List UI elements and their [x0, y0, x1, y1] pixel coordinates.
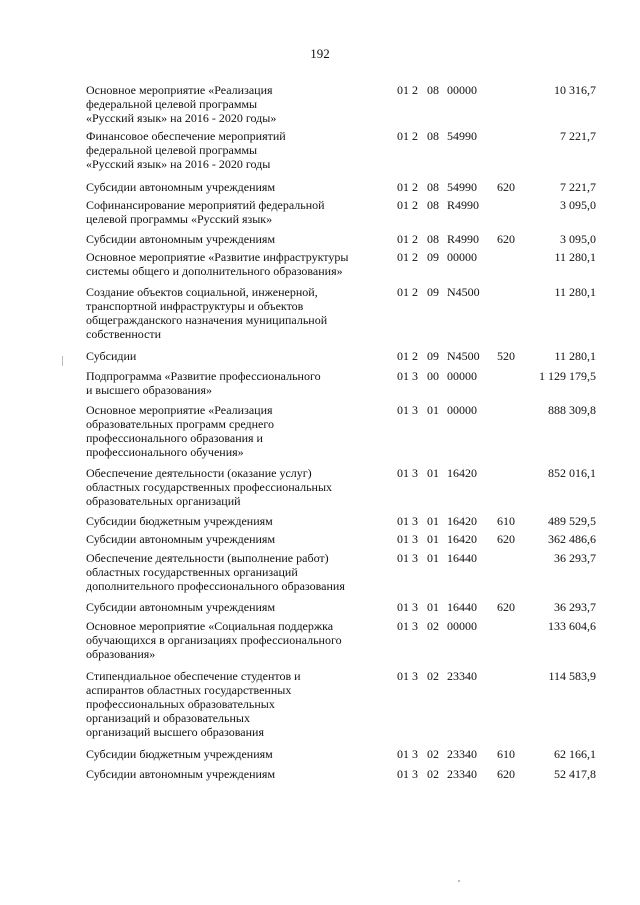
subprogram-code: 2: [412, 180, 418, 194]
program-code: 01: [397, 232, 409, 246]
description-line: Основное мероприятие «Развитие инфраструктуры: [86, 250, 349, 264]
subprogram-code: 3: [412, 466, 418, 480]
description-line: и высшего образования»: [86, 383, 212, 397]
description-line: образования»: [86, 647, 156, 661]
description-line: Субсидии автономным учреждениям: [86, 767, 276, 781]
description-line: Субсидии автономным учреждениям: [86, 232, 276, 246]
program-code: 01: [397, 403, 409, 417]
description-line: федеральной целевой программы: [86, 143, 258, 157]
program-code: 01: [397, 514, 409, 528]
description-line: федеральной целевой программы: [86, 97, 258, 111]
description-line: Субсидии бюджетным учреждениям: [86, 514, 273, 528]
subprogram-code: 3: [412, 532, 418, 546]
direction-code: 23340: [447, 747, 477, 761]
direction-code: 23340: [447, 767, 477, 781]
description-line: обучающихся в организациях профессионального: [86, 633, 342, 647]
amount-value: 133 604,6: [548, 619, 596, 633]
amount-value: 36 293,7: [554, 551, 596, 565]
subprogram-code: 2: [412, 285, 418, 299]
program-code: 01: [397, 767, 409, 781]
subprogram-code: 3: [412, 514, 418, 528]
measure-code: 01: [427, 403, 439, 417]
description-line: Подпрограмма «Развитие профессионального: [86, 369, 321, 383]
description-line: Обеспечение деятельности (оказание услуг): [86, 466, 312, 480]
amount-value: 888 309,8: [548, 403, 596, 417]
description-line: Софинансирование мероприятий федеральной: [86, 198, 325, 212]
row-description: [86, 232, 386, 246]
subprogram-code: 3: [412, 747, 418, 761]
subprogram-code: 2: [412, 250, 418, 264]
measure-code: 08: [427, 83, 439, 97]
program-code: 01: [397, 532, 409, 546]
measure-code: 08: [427, 232, 439, 246]
row-description: [86, 129, 386, 171]
subprogram-code: 3: [412, 403, 418, 417]
subprogram-code: 2: [412, 232, 418, 246]
direction-code: 00000: [447, 369, 477, 383]
row-description: [86, 250, 386, 278]
measure-code: 01: [427, 466, 439, 480]
expense-type-code: 620: [497, 532, 515, 546]
direction-code: 00000: [447, 619, 477, 633]
description-line: организаций высшего образования: [86, 725, 264, 739]
expense-type-code: 520: [497, 349, 515, 363]
row-description: [86, 619, 386, 661]
measure-code: 01: [427, 514, 439, 528]
subprogram-code: 3: [412, 619, 418, 633]
description-line: областных государственных профессиональных: [86, 480, 333, 494]
direction-code: 54990: [447, 129, 477, 143]
subprogram-code: 2: [412, 198, 418, 212]
measure-code: 08: [427, 198, 439, 212]
measure-code: 09: [427, 250, 439, 264]
row-description: [86, 600, 386, 614]
description-line: организаций и образовательных: [86, 711, 250, 725]
description-line: дополнительного профессионального образования: [86, 579, 345, 593]
subprogram-code: 3: [412, 600, 418, 614]
description-line: образовательных программ среднего: [86, 417, 274, 431]
row-description: [86, 747, 386, 761]
scan-artifact: [62, 356, 63, 366]
description-line: системы общего и дополнительного образования»: [86, 264, 343, 278]
subprogram-code: 2: [412, 349, 418, 363]
row-description: [86, 198, 386, 226]
measure-code: 02: [427, 767, 439, 781]
expense-type-code: 620: [497, 600, 515, 614]
row-description: [86, 403, 386, 459]
page-number: 192: [310, 46, 330, 61]
direction-code: 00000: [447, 83, 477, 97]
description-line: «Русский язык» на 2016 - 2020 годы»: [86, 111, 277, 125]
description-line: общегражданского назначения муниципальной: [86, 313, 328, 327]
description-line: Субсидии автономным учреждениям: [86, 532, 276, 546]
amount-value: 3 095,0: [560, 198, 596, 212]
measure-code: 02: [427, 747, 439, 761]
measure-code: 01: [427, 532, 439, 546]
description-line: собственности: [86, 327, 162, 341]
direction-code: 54990: [447, 180, 477, 194]
description-line: Создание объектов социальной, инженерной,: [86, 285, 318, 299]
row-description: [86, 369, 386, 397]
program-code: 01: [397, 747, 409, 761]
row-description: [86, 514, 386, 528]
amount-value: 36 293,7: [554, 600, 596, 614]
scan-artifact: [458, 880, 460, 882]
program-code: 01: [397, 285, 409, 299]
measure-code: 01: [427, 600, 439, 614]
amount-value: 11 280,1: [554, 250, 596, 264]
description-line: Субсидии: [86, 349, 137, 363]
program-code: 01: [397, 369, 409, 383]
expense-type-code: 610: [497, 747, 515, 761]
description-line: Основное мероприятие «Реализация: [86, 403, 273, 417]
description-line: транспортной инфраструктуры и объектов: [86, 299, 304, 313]
program-code: 01: [397, 669, 409, 683]
measure-code: 09: [427, 349, 439, 363]
description-line: Основное мероприятие «Реализация: [86, 83, 273, 97]
expense-type-code: 620: [497, 180, 515, 194]
description-line: Финансовое обеспечение мероприятий: [86, 129, 286, 143]
subprogram-code: 2: [412, 129, 418, 143]
amount-value: 3 095,0: [560, 232, 596, 246]
row-description: [86, 285, 386, 341]
expense-type-code: 620: [497, 767, 515, 781]
row-description: [86, 83, 386, 125]
description-line: Основное мероприятие «Социальная поддержка: [86, 619, 334, 633]
program-code: 01: [397, 349, 409, 363]
description-line: Субсидии автономным учреждениям: [86, 600, 276, 614]
program-code: 01: [397, 198, 409, 212]
row-description: [86, 767, 386, 781]
description-line: «Русский язык» на 2016 - 2020 годы: [86, 157, 271, 171]
direction-code: 16420: [447, 466, 477, 480]
measure-code: 02: [427, 619, 439, 633]
description-line: Субсидии автономным учреждениям: [86, 180, 276, 194]
program-code: 01: [397, 551, 409, 565]
amount-value: 489 529,5: [548, 514, 596, 528]
program-code: 01: [397, 180, 409, 194]
subprogram-code: 3: [412, 551, 418, 565]
expense-type-code: 610: [497, 514, 515, 528]
amount-value: 7 221,7: [560, 129, 596, 143]
program-code: 01: [397, 600, 409, 614]
row-description: [86, 669, 386, 739]
program-code: 01: [397, 250, 409, 264]
subprogram-code: 3: [412, 767, 418, 781]
amount-value: 114 583,9: [548, 669, 596, 683]
measure-code: 01: [427, 551, 439, 565]
expense-type-code: 620: [497, 232, 515, 246]
description-line: целевой программы «Русский язык»: [86, 212, 273, 226]
description-line: областных государственных организаций: [86, 565, 298, 579]
direction-code: 16420: [447, 514, 477, 528]
direction-code: R4990: [447, 198, 480, 212]
subprogram-code: 2: [412, 83, 418, 97]
description-line: профессионального обучения»: [86, 445, 244, 459]
amount-value: 10 316,7: [554, 83, 596, 97]
program-code: 01: [397, 83, 409, 97]
description-line: профессиональных образовательных: [86, 697, 275, 711]
row-description: [86, 349, 386, 363]
amount-value: 52 417,8: [554, 767, 596, 781]
subprogram-code: 3: [412, 669, 418, 683]
program-code: 01: [397, 619, 409, 633]
subprogram-code: 3: [412, 369, 418, 383]
amount-value: 11 280,1: [554, 285, 596, 299]
direction-code: N4500: [447, 349, 480, 363]
row-description: [86, 180, 386, 194]
row-description: [86, 532, 386, 546]
amount-value: 11 280,1: [554, 349, 596, 363]
description-line: профессионального образования и: [86, 431, 263, 445]
amount-value: 362 486,6: [548, 532, 596, 546]
amount-value: 852 016,1: [548, 466, 596, 480]
direction-code: 23340: [447, 669, 477, 683]
measure-code: 00: [427, 369, 439, 383]
program-code: 01: [397, 466, 409, 480]
amount-value: 1 129 179,5: [539, 369, 596, 383]
direction-code: 00000: [447, 403, 477, 417]
description-line: Стипендиальное обеспечение студентов и: [86, 669, 301, 683]
direction-code: R4990: [447, 232, 480, 246]
description-line: аспирантов областных государственных: [86, 683, 292, 697]
measure-code: 09: [427, 285, 439, 299]
direction-code: 16440: [447, 600, 477, 614]
row-description: [86, 466, 386, 508]
amount-value: 62 166,1: [554, 747, 596, 761]
row-description: [86, 551, 386, 593]
direction-code: 16440: [447, 551, 477, 565]
measure-code: 08: [427, 129, 439, 143]
description-line: Субсидии бюджетным учреждениям: [86, 747, 273, 761]
measure-code: 02: [427, 669, 439, 683]
amount-value: 7 221,7: [560, 180, 596, 194]
measure-code: 08: [427, 180, 439, 194]
direction-code: 16420: [447, 532, 477, 546]
program-code: 01: [397, 129, 409, 143]
direction-code: N4500: [447, 285, 480, 299]
description-line: Обеспечение деятельности (выполнение работ): [86, 551, 329, 565]
direction-code: 00000: [447, 250, 477, 264]
description-line: образовательных организаций: [86, 494, 241, 508]
